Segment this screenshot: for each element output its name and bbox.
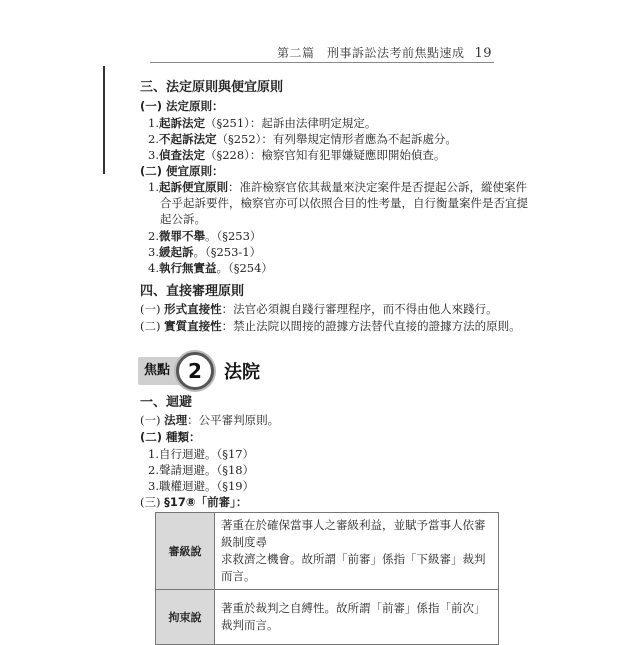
section3-b-item-1: 1.起訴便宜原則：准許檢察官依其裁量來決定案件是否提起公訴，縱使案件 [148,180,527,194]
focus-number-badge: 2 [176,352,214,390]
section3-a-item-2: 2.不起訴法定（§252）：有列舉規定情形者應為不起訴處分。 [148,132,457,146]
section3-b-item-3: 3.緩起訴。（§253-1） [148,245,262,259]
section4-item-1: (一) 形式直接性：法官必須親自踐行審理程序，而不得由他人來踐行。 [140,302,498,316]
focus-banner [138,354,260,388]
table-value: 著重在於確保當事人之審級利益，並賦予當事人依審級制度尋 求救濟之機會。故所謂「前審」係指「下級審」裁判而言。 [215,513,499,590]
table-value: 著重於裁判之自縛性。故所謂「前審」係指「前次」裁判而言。 [215,590,499,645]
avoid-principle: (一) 法理：公平審判原則。 [140,413,280,427]
header-rule [150,62,494,63]
prior-trial-table [155,512,499,645]
avoid-heading: 一、迴避 [140,395,193,410]
section3-b-label: (二) 便宜原則： [140,164,224,178]
avoid-item3: (三) §17⑧「前審」： [140,495,248,509]
table-row [156,513,499,590]
avoid-type-1: 1.自行迴避。（§17） [148,447,255,461]
table-key: 拘束說 [156,590,215,645]
page-number: 19 [474,46,492,61]
binding-line [103,66,105,174]
section4-item-2: (二) 實質直接性：禁止法院以間接的證據方法替代直接的證據方法的原則。 [140,319,521,333]
section4-heading: 四、直接審理原則 [140,284,245,299]
section3-b-item-4: 4.執行無實益。（§254） [148,261,273,275]
table-row [156,590,499,645]
section3-a-item-1: 1.起訴法定（§251）：起訴由法律明定規定。 [148,116,377,130]
section3-heading: 三、法定原則與便宜原則 [140,80,284,95]
avoid-type-2: 2.聲請迴避。（§18） [148,463,255,477]
focus-label: 焦點 [138,357,180,385]
section3-b-item-1-cont2: 起公訴。 [160,212,206,226]
focus-title: 法院 [224,362,261,383]
table-key: 審級說 [156,513,215,590]
header-title: 第二篇 刑事訴訟法考前焦點速成 [276,46,465,60]
section3-a-item-3: 3.偵查法定（§228）：檢察官知有犯罪嫌疑應即開始偵查。 [148,148,446,162]
section3-a-label: (一) 法定原則： [140,99,224,113]
avoid-types-label: (二) 種類： [140,430,201,444]
avoid-type-3: 3.職權迴避。（§19） [148,479,255,493]
section3-b-item-2: 2.微罪不舉。（§253） [148,229,262,243]
running-header [277,44,492,61]
section3-b-item-1-cont: 合乎起訴要件，檢察官亦可以依照合目的性考量，自行衡量案件是否宜提 [160,196,528,210]
